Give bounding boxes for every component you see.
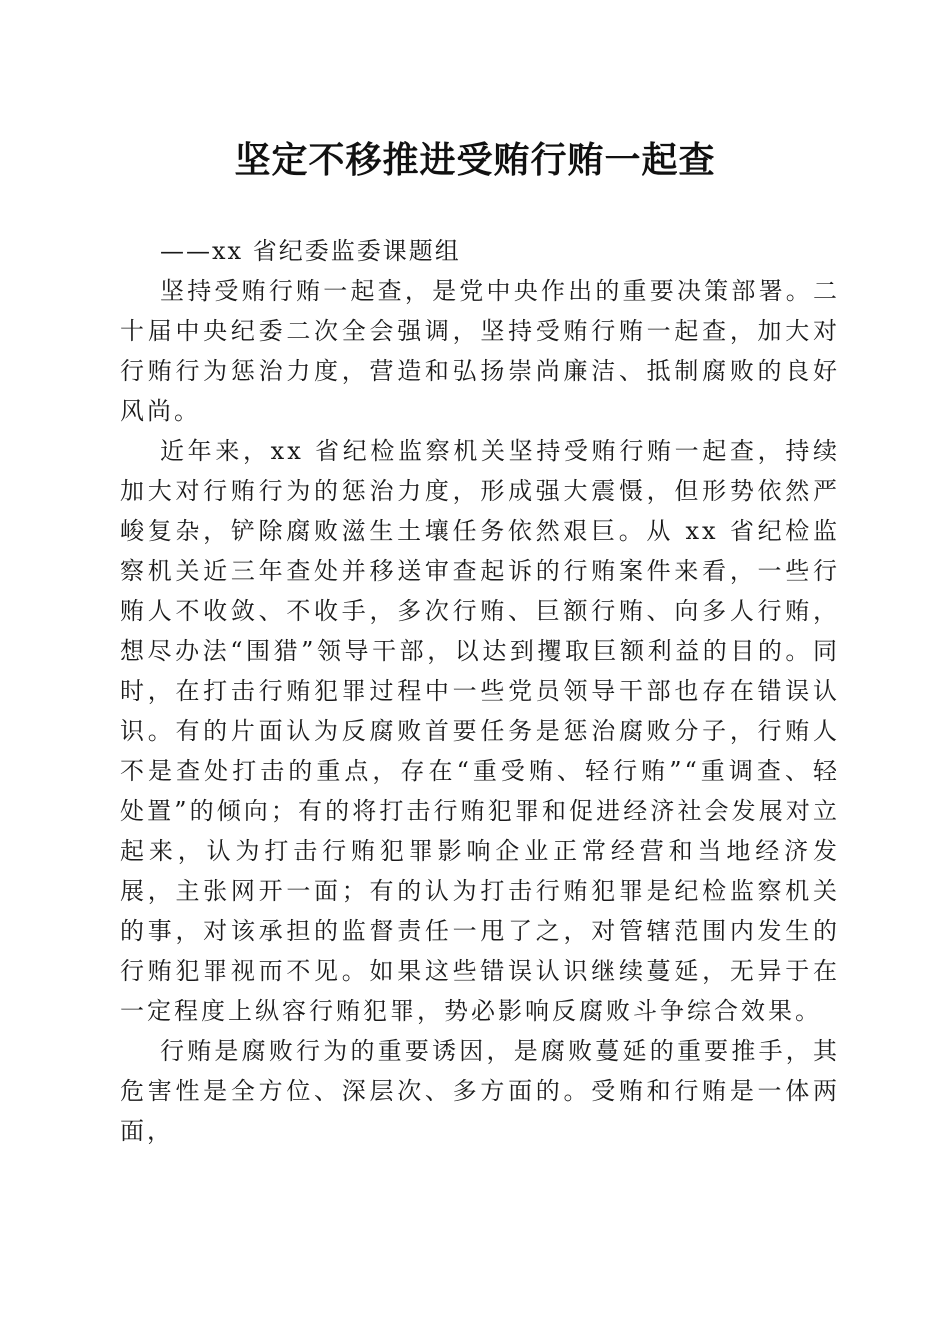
document-byline: ——xx 省纪委监委课题组 [160, 237, 461, 265]
paragraph-2: 近年来，xx 省纪检监察机关坚持受贿行贿一起查，持续加大对行贿行为的惩治力度，形成强大震慑，但形势依然严峻复杂，铲除腐败滋生土壤任务依然艰巨。从 xx 省纪检监察机关近三年查处并移送审查起诉的行贿案件来看，一些行贿人不收敛、不收手，多次行贿、巨额行贿、向多人行贿，想尽办法“围猎”领导干部，以达到攫取巨额利益的目的。同时，在打击行贿犯罪过程中一些党员领导干部也存在错误认识。有的片面认为反腐败首要任务是惩治腐败分子，行贿人不是查处打击的重点，存在“重受贿、轻行贿”“重调查、轻处置”的倾向；有的将打击行贿犯罪和促进经济社会发展对立起来，认为打击行贿犯罪影响企业正常经营和当地经济发展，主张网开一面；有的认为打击行贿犯罪是纪检监察机关的事，对该承担的监督责任一甩了之，对管辖范围内发生的行贿犯罪视而不见。如果这些错误认识继续蔓延，无异于在一定程度上纵容行贿犯罪，势必影响反腐败斗争综合效果。 [120, 437, 840, 1025]
document-body [120, 231, 840, 1151]
paragraph-3: 行贿是腐败行为的重要诱因，是腐败蔓延的重要推手，其危害性是全方位、深层次、多方面的。受贿和行贿是一体两面， [120, 1037, 840, 1145]
document-title: 坚定不移推进受贿行贿一起查 [234, 139, 716, 181]
paragraph-1: 坚持受贿行贿一起查，是党中央作出的重要决策部署。二十届中央纪委二次全会强调，坚持受贿行贿一起查，加大对行贿行为惩治力度，营造和弘扬崇尚廉洁、抵制腐败的良好风尚。 [120, 277, 840, 425]
